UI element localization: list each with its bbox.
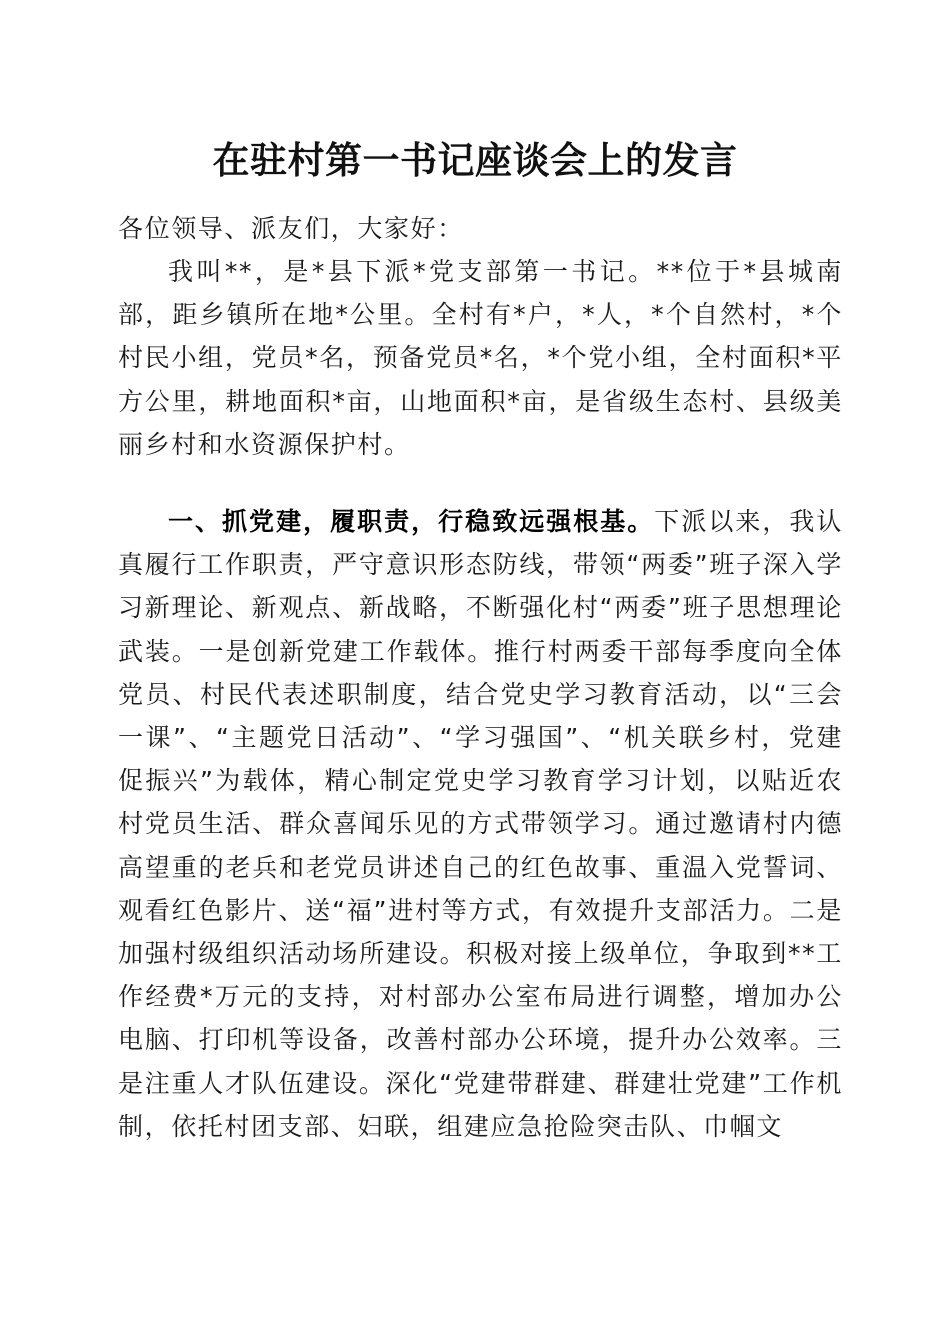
greeting-line: 各位领导、派友们，大家好： bbox=[118, 214, 464, 243]
section-1-heading: 一、抓党建，履职责，行稳致远强根基。 bbox=[168, 507, 655, 536]
section-1-body: 下派以来，我认真履行工作职责，严守意识形态防线，带领“两委”班子深入学习新理论、新观点、新战略，不断强化村“两委”班子思想理论武装。一是创新党建工作载体。推行村两委干部每季度向全体党员、村民代表述职制度，结合党史学习教育活动，以“三会一课”、“主题党日活动”、“学习强国”、“机关联乡村，党建促振兴”为载体，精心制定党史学习教育学习计划，以贴近农村党员生活、群众喜闻乐见的方式带领学习。通过邀请村内德高望重的老兵和老党员讲述自己的红色故事、重温入党誓词、观看红色影片、送“福”进村等方式，有效提升支部活力。二是加强村级组织活动场所建设。积极对接上级单位，争取到**工作经费*万元的支持，对村部办公室布局进行调整，增加办公电脑、打印机等设备，改善村部办公环境，提升办公效率。三是注重人才队伍建设。深化“党建带群建、群建壮党建”工作机制，依托村团支部、妇联，组建应急抢险突击队、巾帼文 bbox=[118, 507, 843, 1141]
section-1-paragraph bbox=[118, 500, 843, 1148]
intro-paragraph: 我叫**，是*县下派*党支部第一书记。**位于*县城南部，距乡镇所在地*公里。全村有*户，*人，*个自然村，*个村民小组，党员*名，预备党员*名，*个党小组，全村面积*平方公里，耕地面积*亩，山地面积*亩，是省级生态村、县级美丽乡村和水资源保护村。 bbox=[118, 257, 843, 459]
document-title: 在驻村第一书记座谈会上的发言 bbox=[212, 138, 738, 182]
